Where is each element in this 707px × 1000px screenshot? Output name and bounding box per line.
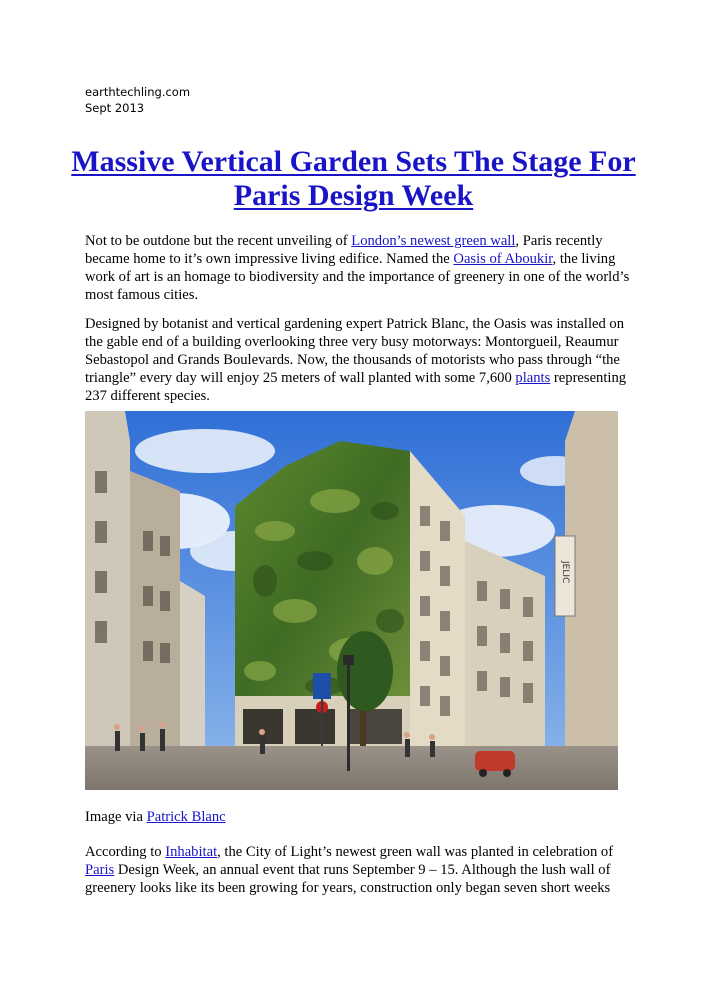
title-line-1: Massive Vertical Garden Sets The Stage For (71, 145, 636, 178)
vertical-garden-photo (85, 411, 618, 790)
title-link[interactable] (71, 145, 635, 212)
title-line-2: Paris Design Week (233, 179, 474, 212)
oasis-of-aboukir-link[interactable]: Oasis of Aboukir (453, 251, 553, 267)
inhabitat-text-1: According to (85, 844, 166, 860)
article-title (60, 145, 647, 213)
caption-text: Image via (85, 809, 147, 825)
patrick-blanc-link[interactable]: Patrick Blanc (146, 809, 226, 825)
publish-date: Sept 2013 (85, 101, 145, 115)
source-site: earthtechling.com (85, 85, 191, 99)
inhabitat-paragraph (85, 843, 630, 897)
intro-text-3: , the living work of art is an homage to biodiversity and the importance of greenery in one of the world’s most famous cities. (85, 251, 630, 303)
shop-sign-text: JELIC (560, 561, 570, 584)
paris-link[interactable]: Paris (85, 862, 115, 878)
document-header (85, 84, 190, 116)
plants-link[interactable]: plants (515, 370, 551, 386)
london-green-wall-link[interactable]: London’s newest green wall (351, 233, 516, 249)
image-caption (85, 808, 630, 826)
intro-text-2: , Paris recently became home to it’s own impressive living edifice. Named the (85, 233, 603, 267)
design-text-2: representing 237 different species. (85, 370, 627, 404)
inhabitat-link[interactable]: Inhabitat (165, 844, 218, 860)
intro-text-1: Not to be outdone but the recent unveiling of (85, 233, 352, 249)
design-paragraph (85, 315, 630, 405)
design-text-1: Designed by botanist and vertical gardening expert Patrick Blanc, the Oasis was installed on the gable end of a building overlooking three very busy motorways: Montorgueil, Reaumur Sebastopol and Grands Boulevards. Now, the thousands of motorists who pass through “the triangle” every day will enjoy 25 meters of wall planted with some 7,600 (85, 316, 625, 386)
intro-paragraph (85, 232, 630, 304)
inhabitat-text-2: , the City of Light’s newest green wall was planted in celebration of (217, 844, 614, 860)
inhabitat-text-3: Design Week, an annual event that runs September 9 – 15. Although the lush wall of greenery looks like its been growing for years, construction only began seven short weeks (85, 862, 611, 896)
